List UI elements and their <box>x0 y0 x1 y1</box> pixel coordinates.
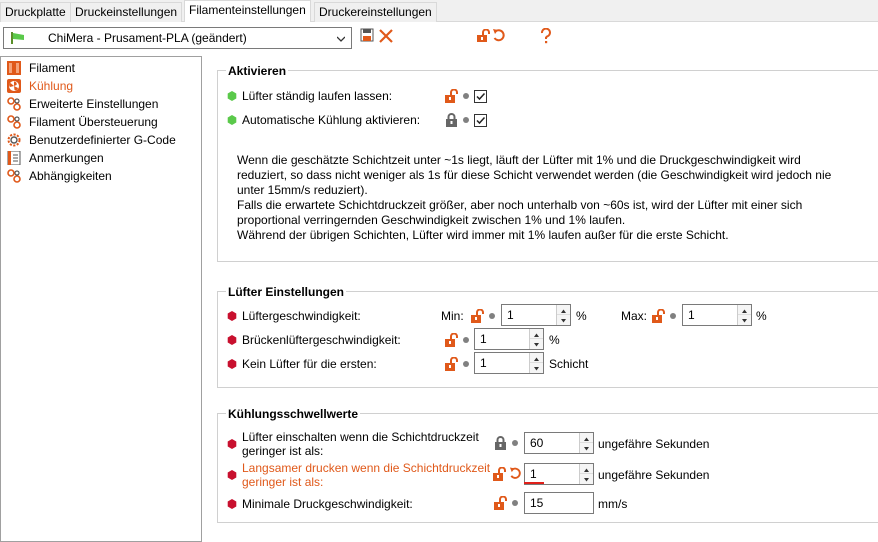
fan-icon <box>7 79 21 93</box>
system-value-dot <box>463 361 469 367</box>
tab-druckereinstellungen[interactable] <box>314 2 437 22</box>
lock-open-icon[interactable] <box>445 333 458 347</box>
tab-druckplatte[interactable] <box>0 2 71 22</box>
arrow-down-icon <box>580 475 593 485</box>
wrench-icon <box>7 97 21 111</box>
checkmark-icon <box>475 115 486 126</box>
description-line: Wenn die geschätzte Schichtzeit unter ~1s liegt, läuft der Lüfter mit 1% und die Druckgeschwindigkeit wird <box>237 153 801 167</box>
no-fan-first-label: Kein Lüfter für die ersten: <box>242 357 377 371</box>
spool-icon <box>7 61 21 75</box>
tab-label: Druckeinstellungen <box>75 5 178 19</box>
arrow-down-icon <box>738 316 751 326</box>
fan-speed-min-spinner[interactable] <box>501 304 571 326</box>
chevron-down-icon <box>337 35 345 43</box>
status-red-icon <box>227 499 237 509</box>
spin-up-button[interactable] <box>530 353 543 363</box>
status-red-icon <box>227 311 237 321</box>
tab-label: Druckereinstellungen <box>319 5 432 19</box>
spin-down-button[interactable] <box>738 315 751 325</box>
group-title: Lüfter Einstellungen <box>228 285 345 299</box>
status-red-icon <box>227 470 237 480</box>
spin-up-button[interactable] <box>580 464 593 474</box>
spin-down-button[interactable] <box>530 339 543 349</box>
fan-below-label: Lüfter einschalten wenn die Schichtdruckzeit <box>242 430 479 444</box>
sidebar-item-label: Erweiterte Einstellungen <box>29 97 159 111</box>
tab-label: Filamenteinstellungen <box>189 3 306 17</box>
tab-label: Druckplatte <box>5 5 66 19</box>
spin-up-button[interactable] <box>580 433 593 443</box>
spinner-value: 1 <box>480 356 487 370</box>
auto-cooling-label: Automatische Kühlung aktivieren: <box>242 113 421 127</box>
checkmark-icon <box>475 91 486 102</box>
description-line: reduziert, so dass nicht weniger als 1s für diese Schicht verwendet werden (die Geschwindigkeit wird jedoch nie <box>237 168 832 182</box>
sidebar-item-label: Abhängigkeiten <box>29 169 112 183</box>
lock-open-icon[interactable] <box>476 29 490 43</box>
preset-select[interactable] <box>3 27 352 49</box>
lock-open-icon[interactable] <box>652 309 665 323</box>
description-line: proportional verringernden Geschwindigkeit zwischen 1% und 1% laufen. <box>237 213 626 227</box>
spin-down-button[interactable] <box>580 443 593 453</box>
description-line: Während der übrigen Schichten, Lüfter wird immer mit 1% laufen außer für die erste Schicht. <box>237 228 729 242</box>
undo-arrow-icon[interactable] <box>509 466 522 481</box>
status-green-icon <box>227 115 237 125</box>
arrow-down-icon <box>580 444 593 454</box>
sidebar-item-label: Benutzerdefinierter G-Code <box>29 133 176 147</box>
wrench-icon <box>7 169 21 183</box>
description-line: Falls die erwartete Schichtdruckzeit größer, aber noch unterhalb von ~60s ist, wird der Lüfter mit einer sich <box>237 198 803 212</box>
fan-below-spinner[interactable] <box>524 432 594 454</box>
spin-up-button[interactable] <box>738 305 751 315</box>
fan-always-on-checkbox[interactable] <box>474 90 487 103</box>
sidebar-item-label: Anmerkungen <box>29 151 104 165</box>
no-fan-first-spinner[interactable] <box>474 352 544 374</box>
unit-label: ungefähre Sekunden <box>598 437 710 451</box>
spin-up-button[interactable] <box>557 305 570 315</box>
note-icon <box>7 151 21 165</box>
spinner-value: 60 <box>530 436 544 450</box>
unit-label: ungefähre Sekunden <box>598 468 710 482</box>
arrow-down-icon <box>557 316 570 326</box>
modified-underline <box>524 482 544 484</box>
spinner-value: 1 <box>480 332 487 346</box>
spinner-value: 1 <box>530 467 537 481</box>
spinner-buttons <box>579 464 593 484</box>
gear-icon <box>7 133 21 147</box>
description-line: unter 15mm/s reduziert). <box>237 183 368 197</box>
auto-cooling-checkbox[interactable] <box>474 114 487 127</box>
fan-below-label: geringer ist als: <box>242 444 324 458</box>
lock-closed-icon[interactable] <box>494 436 507 450</box>
spin-down-button[interactable] <box>580 474 593 484</box>
save-icon[interactable] <box>360 28 374 42</box>
fan-always-on-label: Lüfter ständig laufen lassen: <box>242 89 393 103</box>
spinner-buttons <box>579 433 593 453</box>
group-title: Kühlungsschwellwerte <box>228 407 359 421</box>
sidebar-item-label: Filament <box>29 61 76 75</box>
group-title: Aktivieren <box>228 64 287 78</box>
undo-arrow-icon[interactable] <box>492 28 506 43</box>
delete-icon[interactable] <box>378 28 394 44</box>
spin-down-button[interactable] <box>530 363 543 373</box>
tab-bar <box>0 0 878 22</box>
min-speed-input[interactable] <box>524 492 594 514</box>
tab-druckeinstellungen[interactable] <box>70 2 182 22</box>
status-red-icon <box>227 335 237 345</box>
lock-open-icon[interactable] <box>445 89 458 103</box>
spinner-buttons <box>529 329 543 349</box>
sidebar-item-label: Filament Übersteuerung <box>29 115 158 129</box>
bridge-fan-label: Brückenlüftergeschwindigkeit: <box>242 333 401 347</box>
spinner-value: 1 <box>688 308 695 322</box>
slowdown-below-label: Langsamer drucken wenn die Schichtdruckzeit <box>242 461 491 475</box>
system-value-dot <box>512 500 518 506</box>
spinner-buttons <box>737 305 751 325</box>
tab-filamenteinstellungen[interactable] <box>184 0 311 23</box>
min-speed-label: Minimale Druckgeschwindigkeit: <box>242 497 413 511</box>
wrench-icon <box>7 115 21 129</box>
cooling-description <box>237 153 832 243</box>
sidebar-item-label: Kühlung <box>29 79 74 93</box>
preset-bar <box>0 22 878 54</box>
fan-speed-max-label: Max: <box>621 309 648 323</box>
arrow-down-icon <box>530 340 543 350</box>
system-value-dot <box>463 93 469 99</box>
lock-closed-icon[interactable] <box>445 113 458 127</box>
slowdown-below-label: geringer ist als: <box>242 475 324 489</box>
input-value: 15 <box>530 496 544 510</box>
lock-open-icon[interactable] <box>493 467 506 481</box>
system-value-dot <box>489 313 495 319</box>
system-value-dot <box>463 117 469 123</box>
fan-speed-min-label: Min: <box>441 309 464 323</box>
bridge-fan-spinner[interactable] <box>474 328 544 350</box>
spin-up-button[interactable] <box>530 329 543 339</box>
arrow-down-icon <box>530 364 543 374</box>
help-icon[interactable] <box>540 28 552 44</box>
system-value-dot <box>512 440 518 446</box>
spinner-buttons <box>556 305 570 325</box>
flag-icon <box>11 32 25 44</box>
status-red-icon <box>227 439 237 449</box>
sidebar <box>0 56 202 542</box>
unit-label: % <box>549 333 560 347</box>
unit-label: % <box>576 309 587 323</box>
status-red-icon <box>227 359 237 369</box>
system-value-dot <box>463 337 469 343</box>
spinner-buttons <box>529 353 543 373</box>
lock-open-icon[interactable] <box>471 309 484 323</box>
unit-label: mm/s <box>598 497 628 511</box>
unit-label: % <box>756 309 767 323</box>
spinner-value: 1 <box>507 308 514 322</box>
system-value-dot <box>670 313 676 319</box>
status-green-icon <box>227 91 237 101</box>
lock-open-icon[interactable] <box>494 496 507 510</box>
fan-speed-max-spinner[interactable] <box>682 304 752 326</box>
fan-speed-label: Lüftergeschwindigkeit: <box>242 309 361 323</box>
spin-down-button[interactable] <box>557 315 570 325</box>
preset-name: ChiMera - Prusament-PLA (geändert) <box>48 31 247 45</box>
unit-label: Schicht <box>549 357 589 371</box>
lock-open-icon[interactable] <box>445 357 458 371</box>
